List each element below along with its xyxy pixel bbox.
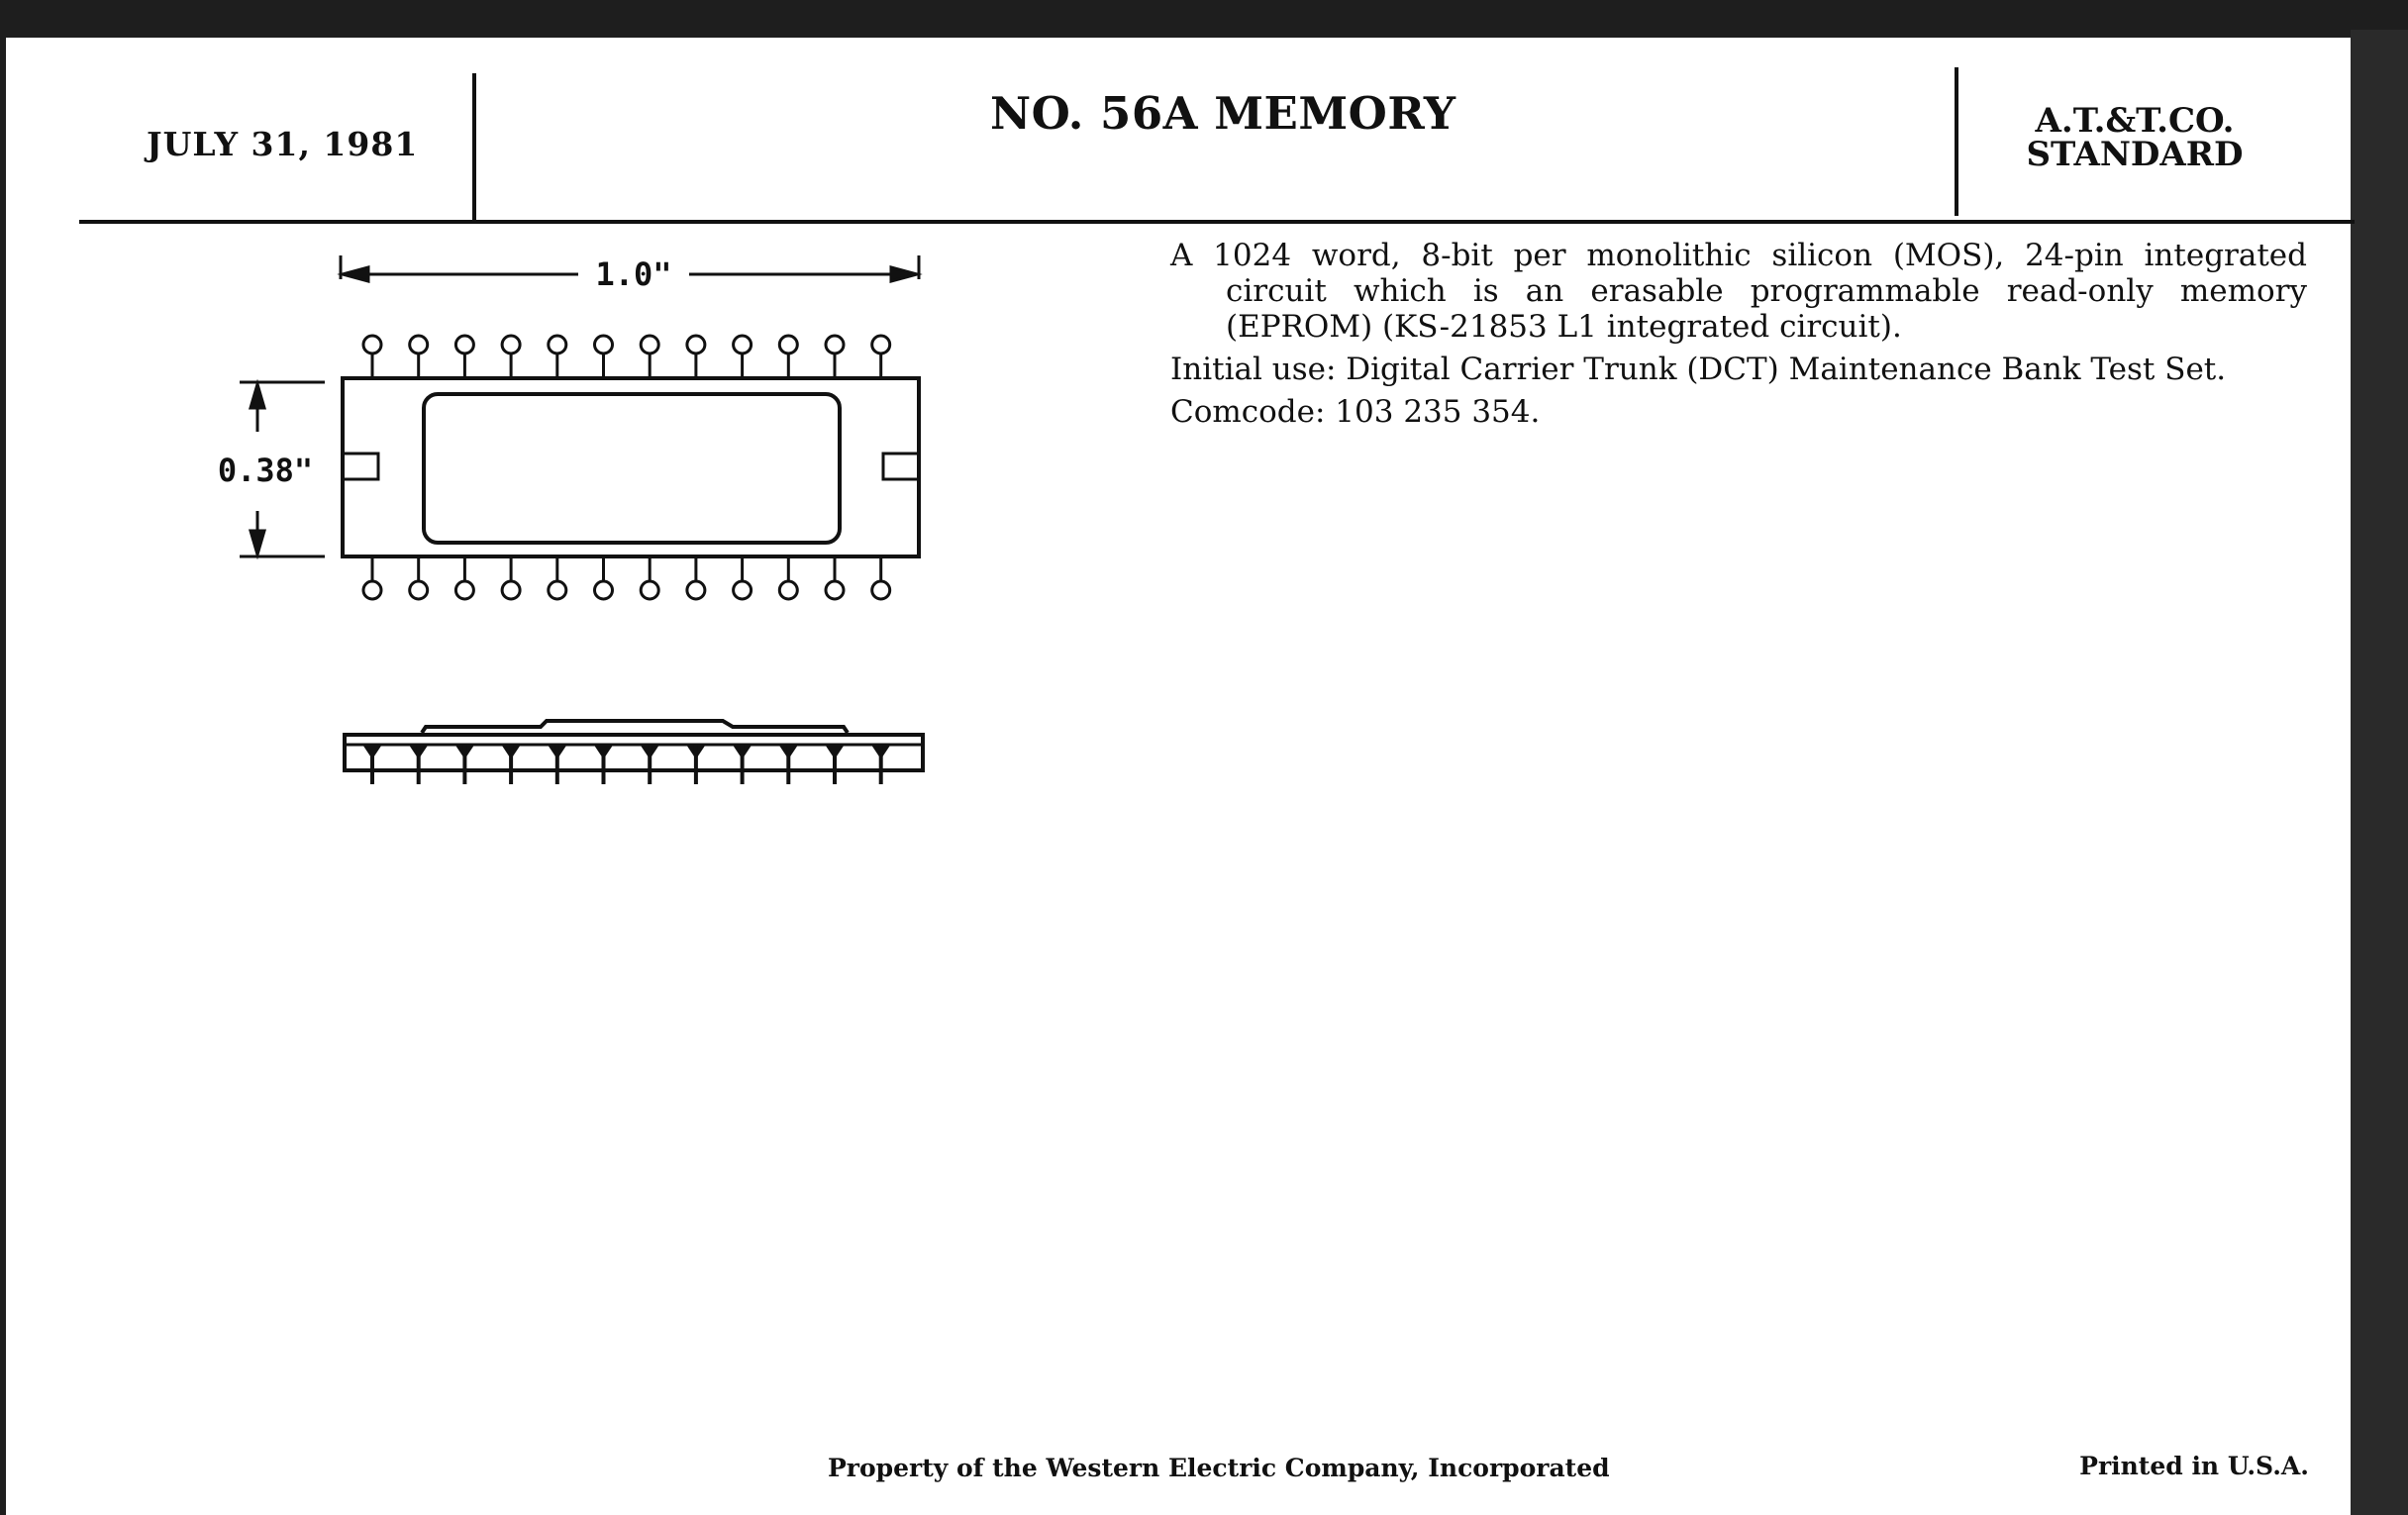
pin-pad-top: [502, 336, 520, 354]
side-pins-row: [364, 745, 889, 784]
notch-right: [883, 454, 919, 479]
pin-pad-bottom: [687, 581, 705, 599]
pin-pad-bottom: [455, 581, 473, 599]
pin-pad-bottom: [734, 581, 752, 599]
sheet-date: JULY 31, 1981: [147, 125, 419, 163]
pin-pad-bottom: [410, 581, 428, 599]
pin-pad-top: [734, 336, 752, 354]
pin-pad-bottom: [549, 581, 566, 599]
card-edge-shadow: [2351, 30, 2408, 1515]
pin-pad-top: [410, 336, 428, 354]
width-dimension-label: 1.0": [595, 255, 672, 293]
pin-pad-bottom: [595, 581, 613, 599]
pin-pad-top: [363, 336, 381, 354]
property-notice: Property of the Western Electric Company, Incorporated: [828, 1454, 1610, 1482]
comcode-paragraph: Comcode: 103 235 354.: [1170, 394, 1541, 430]
standard-label-line1: A.T.&T.CO.: [2035, 101, 2235, 141]
pin-pad-bottom: [826, 581, 844, 599]
height-dimension-label: 0.38": [217, 452, 314, 489]
pin-pad-bottom: [641, 581, 658, 599]
page-title: NO. 56A MEMORY: [990, 87, 1456, 140]
header-divider-right: [1955, 67, 1958, 216]
description-block: [1170, 238, 2307, 437]
description-paragraph: A 1024 word, 8-bit per monolithic silicon (MOS), 24-pin integrated circuit which is an erasable programmable read-only memory (EPROM) (KS-21853 L1 integrated circuit).: [1170, 238, 2307, 345]
pin-pad-bottom: [779, 581, 797, 599]
pin-pad-bottom: [502, 581, 520, 599]
notch-left: [343, 454, 378, 479]
pin-pad-bottom: [872, 581, 890, 599]
pins-bottom-row: [363, 556, 890, 599]
pin-pad-top: [872, 336, 890, 354]
header-divider-left: [472, 73, 476, 220]
pin-pad-bottom: [363, 581, 381, 599]
width-arrow-right: [891, 267, 917, 281]
pin-pad-top: [779, 336, 797, 354]
pin-pad-top: [595, 336, 613, 354]
chip-drawing: [198, 238, 951, 812]
initial-use-paragraph: Initial use: Digital Carrier Trunk (DCT) Maintenance Bank Test Set.: [1170, 352, 2227, 387]
pin-pad-top: [826, 336, 844, 354]
pins-top-row: [363, 336, 890, 378]
chip-body: [343, 378, 919, 556]
width-arrow-left: [343, 267, 368, 281]
header-rule: [79, 220, 2355, 224]
pin-pad-top: [687, 336, 705, 354]
printed-notice: Printed in U.S.A.: [2079, 1452, 2309, 1480]
pin-pad-top: [549, 336, 566, 354]
standard-label-line2: STANDARD: [2026, 135, 2244, 174]
height-arrow-bottom: [251, 531, 264, 555]
pin-pad-top: [641, 336, 658, 354]
pin-pad-top: [455, 336, 473, 354]
height-arrow-top: [251, 384, 264, 408]
side-lid: [422, 721, 848, 733]
quartz-window: [424, 394, 840, 543]
